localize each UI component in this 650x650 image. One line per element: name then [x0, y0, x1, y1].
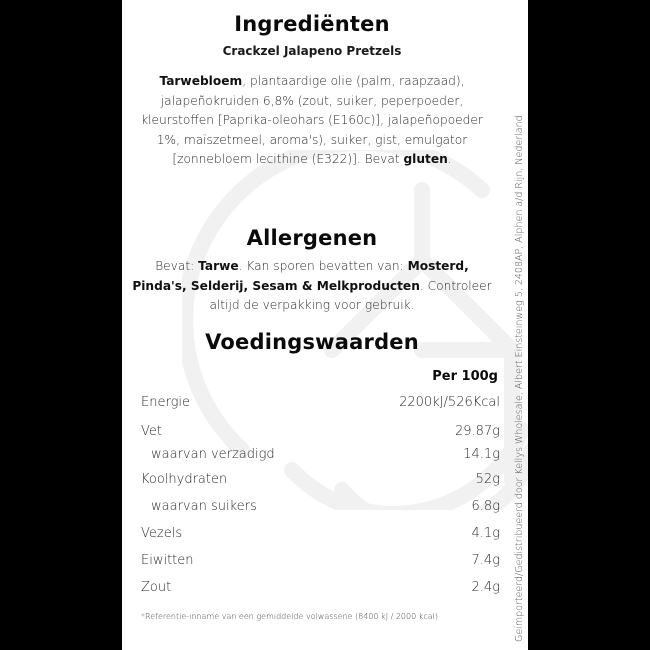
- allergen-bold: Mosterd, Pinda's, Selderij, Sesam & Melkproducten: [132, 259, 469, 293]
- distributor-address: Geïmporteerd/Gedistribueerd door Kellys Wholesale, Albert Einsteinweg 5, 2408AP, Alphen a/d Rijn, Nederland: [514, 115, 525, 642]
- allergen-bold: Tarwe: [198, 259, 239, 273]
- nutrition-column-header: Per 100g: [432, 369, 498, 384]
- product-name: Crackzel Jalapeno Pretzels: [222, 44, 402, 58]
- ingredients-title: Ingrediënten: [234, 12, 390, 36]
- nutrition-row: [141, 469, 500, 489]
- nutrition-row: [141, 523, 500, 543]
- nutrition-value: 4.1g: [471, 525, 500, 541]
- nutrition-label: Eiwitten: [141, 552, 194, 568]
- nutrition-row: [141, 444, 500, 464]
- nutrition-row: [141, 577, 500, 597]
- nutrition-value: 7.4g: [471, 552, 500, 568]
- ingredient-text: , plantaardige olie (palm, raapzaad), jalapeñokruiden 6,8% (zout, suiker, peperpoeder, kleurstoffen [Paprika-oleohars (E160c)], jalapeñopoeder 1%, maïszetmeel, aroma's), suiker, gist, emulgator [zonnebloem lecithine (E322)]. Bevat: [141, 74, 483, 166]
- nutrition-label: Zout: [141, 579, 172, 595]
- nutrition-row: [141, 496, 500, 516]
- nutrition-row: [141, 421, 500, 441]
- nutrition-value: 2.4g: [471, 579, 500, 595]
- nutrition-value: 14.1g: [463, 446, 500, 462]
- ingredients-text: [130, 72, 494, 170]
- nutrition-row: [141, 392, 500, 412]
- nutrition-value: 2200kJ/526Kcal: [399, 394, 500, 410]
- nutrition-value: 6.8g: [471, 498, 500, 514]
- nutrition-label: Energie: [141, 394, 190, 410]
- allergen-text: . Controleer altijd de verpakking voor gebruik.: [209, 278, 492, 312]
- nutrition-label: Vet: [141, 423, 162, 439]
- nutrition-row: [141, 550, 500, 570]
- allergens-text: [130, 257, 494, 316]
- nutrition-value: 29.87g: [454, 423, 500, 439]
- ingredient-bold: gluten: [403, 152, 448, 166]
- nutrition-value: 52g: [475, 471, 500, 487]
- nutrition-label: Vezels: [141, 525, 183, 541]
- reference-intake-footnote: *Referentie-inname van een gemiddelde volwassene (8400 kJ / 2000 kcal): [141, 612, 439, 621]
- allergens-title: Allergenen: [246, 226, 378, 250]
- ingredient-text: .: [447, 152, 452, 166]
- nutrition-label: Koolhydraten: [141, 471, 228, 487]
- nutrition-label: waarvan verzadigd: [151, 446, 275, 462]
- ingredient-bold: Tarwebloem: [159, 74, 243, 88]
- nutrition-label: waarvan suikers: [151, 498, 257, 514]
- allergen-text: Bevat:: [155, 259, 199, 273]
- label-page: [122, 0, 528, 650]
- allergen-text: . Kan sporen bevatten van:: [238, 259, 408, 273]
- nutrition-title: Voedingswaarden: [205, 330, 419, 354]
